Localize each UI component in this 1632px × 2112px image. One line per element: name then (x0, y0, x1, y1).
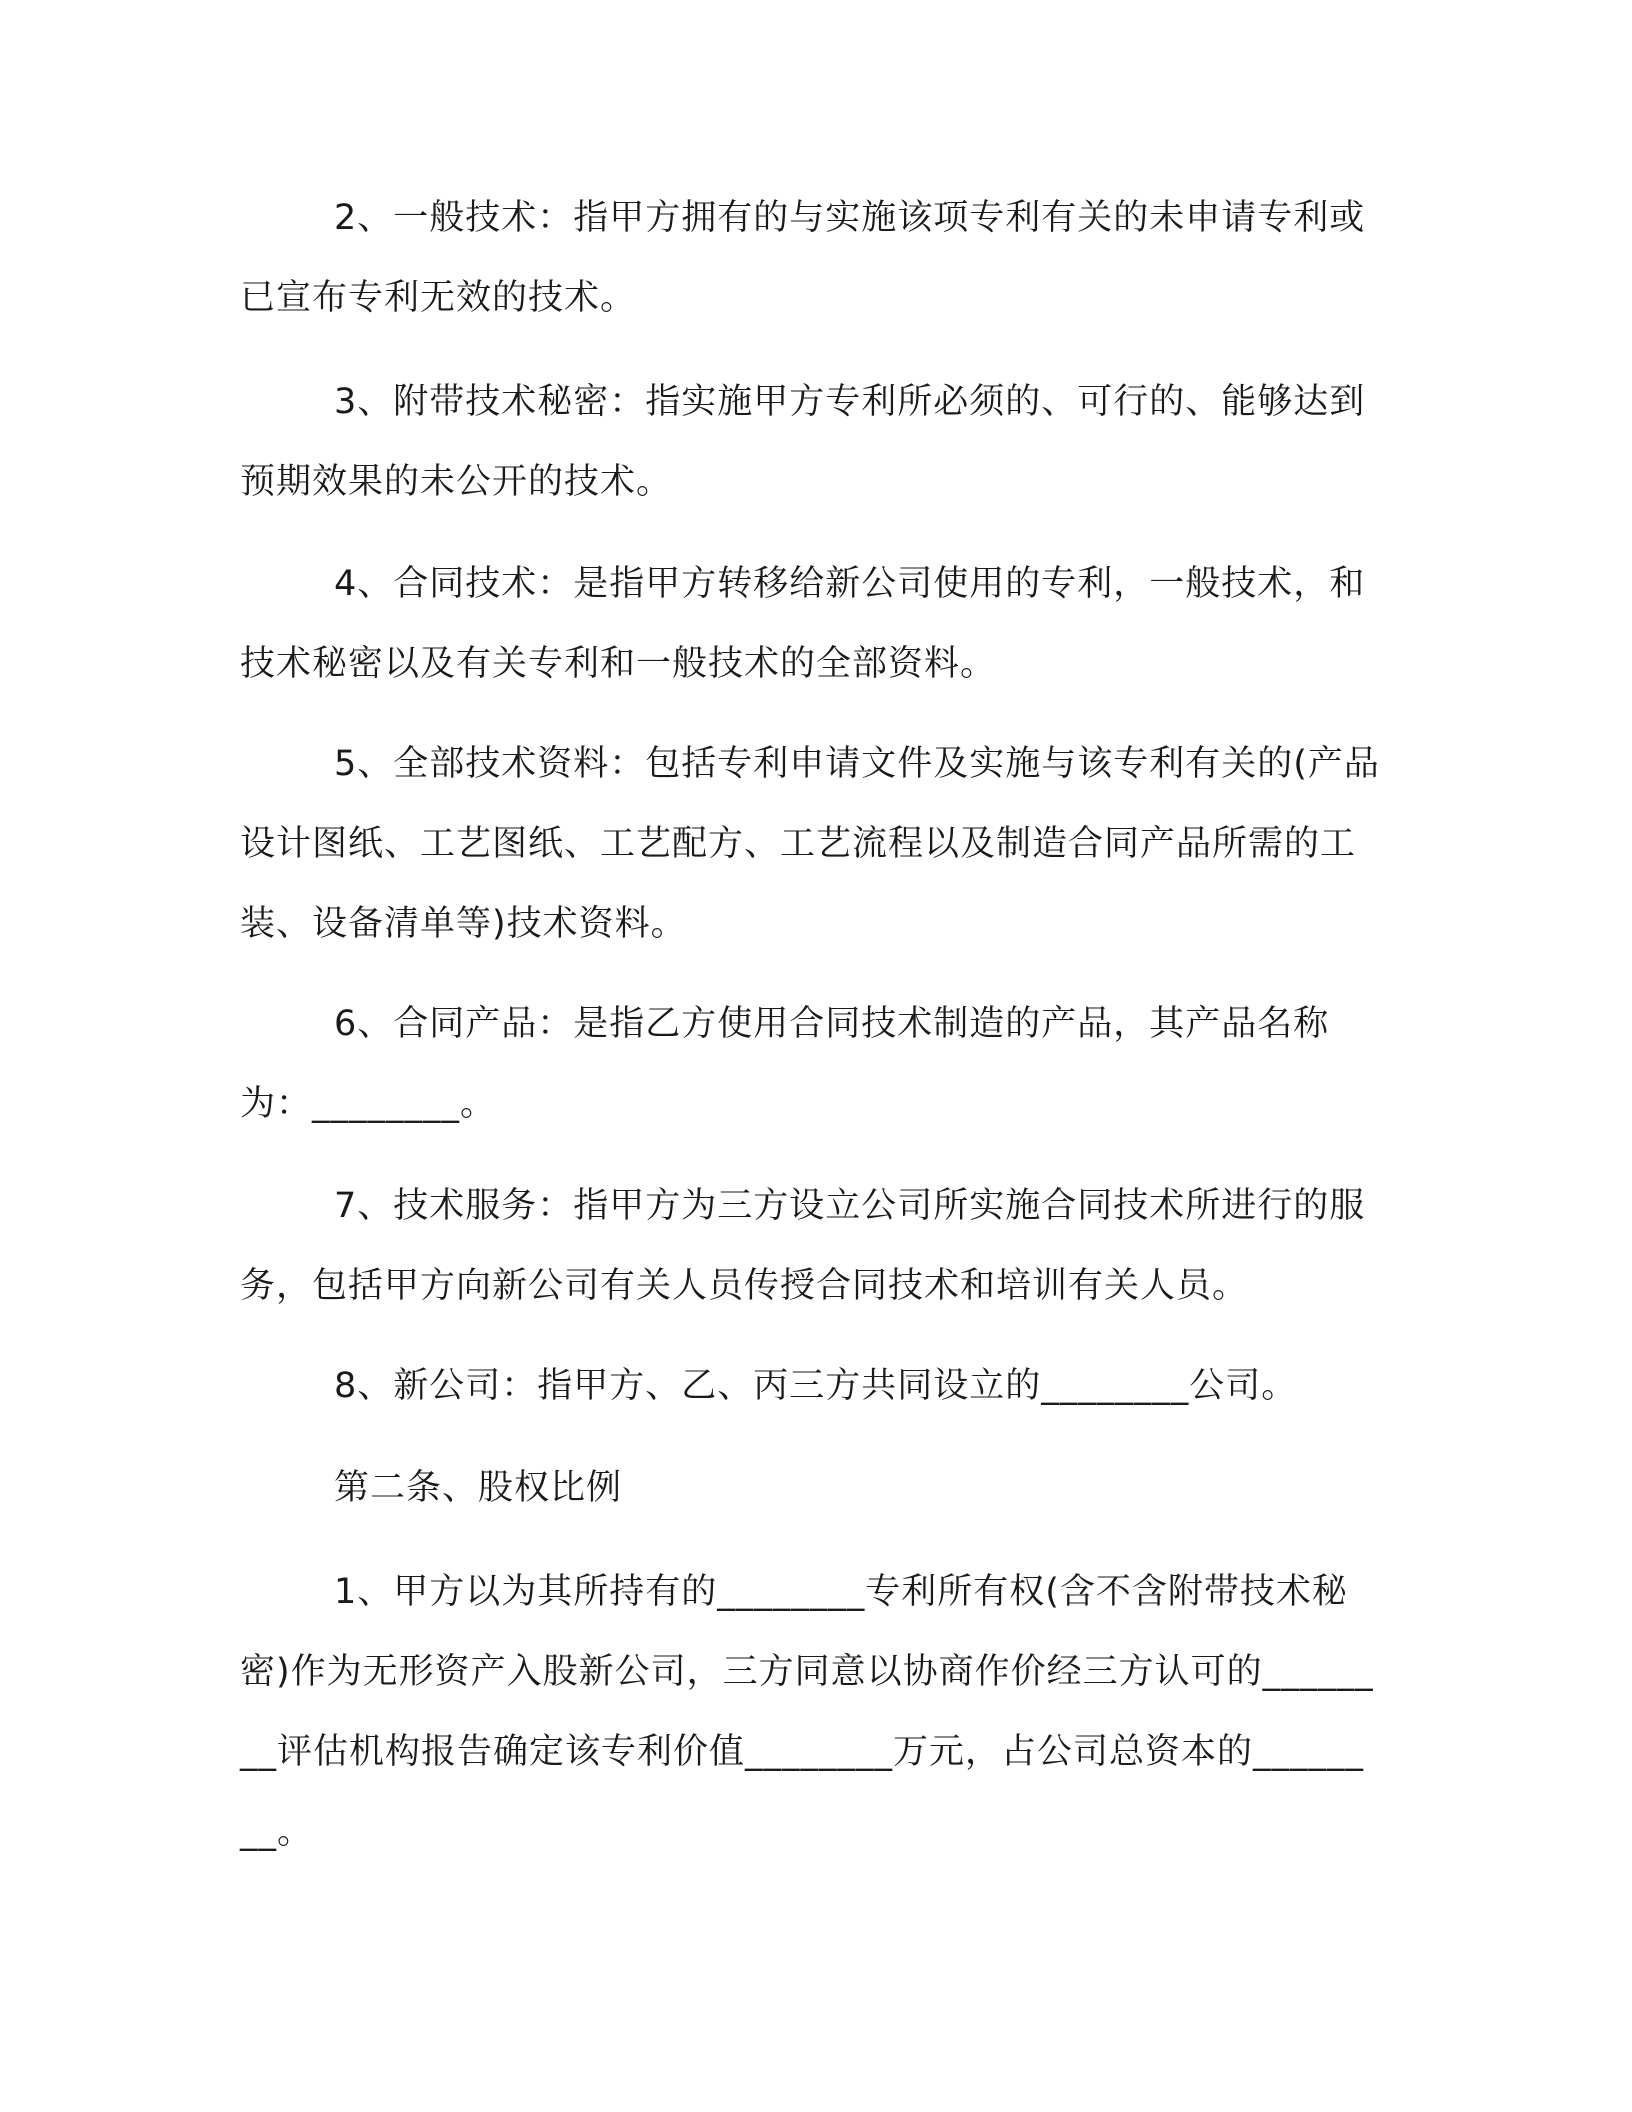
clause-technical-secret: 3、附带技术秘密：指实施甲方专利所必须的、可行的、能够达到预期效果的未公开的技术。 (240, 382, 1366, 502)
clause-contract-technology: 4、合同技术：是指甲方转移给新公司使用的专利，一般技术，和技术秘密以及有关专利和一般技术的全部资料。 (240, 564, 1366, 684)
clause-party-a-contribution: 1、甲方以为其所持有的________专利所有权(含不含附带技术秘密)作为无形资产入股新公司，三方同意以协商作价经三方认可的________评估机构报告确定该专利价值________万元，占公司总资本的________。 (240, 1572, 1374, 1852)
clause-general-technology: 2、一般技术：指甲方拥有的与实施该项专利有关的未申请专利或已宣布专利无效的技术。 (240, 198, 1366, 318)
clause-new-company: 8、新公司：指甲方、乙、丙三方共同设立的________公司。 (334, 1366, 1298, 1406)
clause-technical-service: 7、技术服务：指甲方为三方设立公司所实施合同技术所进行的服务，包括甲方向新公司有关人员传授合同技术和培训有关人员。 (240, 1186, 1366, 1306)
clause-contract-product: 6、合同产品：是指乙方使用合同技术制造的产品，其产品名称为：________。 (240, 1004, 1330, 1124)
section-heading-equity-ratio: 第二条、股权比例 (334, 1468, 623, 1508)
clause-technical-materials: 5、全部技术资料：包括专利申请文件及实施与该专利有关的(产品设计图纸、工艺图纸、工艺配方、工艺流程以及制造合同产品所需的工装、设备清单等)技术资料。 (240, 744, 1380, 944)
